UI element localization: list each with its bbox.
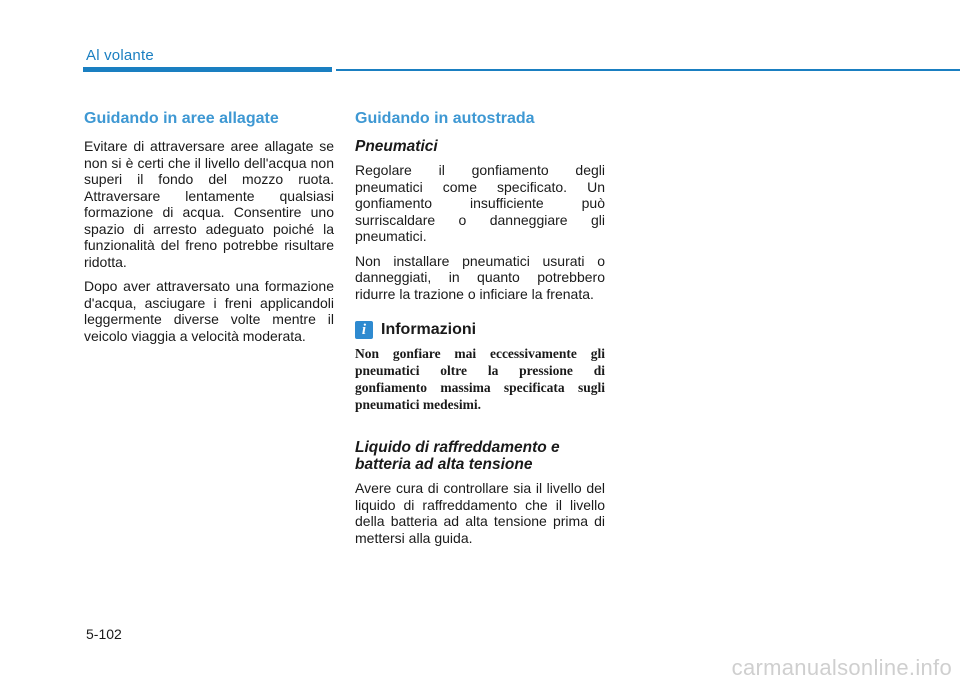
tires-subheading: Pneumatici xyxy=(355,138,438,155)
info-text: Non gonfiare mai eccessivamente gli pneumatici oltre la pressione di gonfiamento massima specificata sugli pneumatici medesimi. xyxy=(355,346,605,412)
flooded-areas-heading: Guidando in aree allagate xyxy=(84,110,279,127)
page-number: 5-102 xyxy=(86,626,122,642)
coolant-subheading xyxy=(355,439,605,473)
highway-heading: Guidando in autostrada xyxy=(355,110,535,127)
header-rule-thick xyxy=(83,67,332,72)
flooded-areas-paragraph-2: Dopo aver attraversato una formazione d'acqua, asciugare i freni applicandoli leggermente diverse volte mentre il veicolo viaggia a velocità moderata. xyxy=(84,278,334,344)
left-column xyxy=(84,110,334,352)
flooded-areas-paragraph-1: Evitare di attraversare aree allagate se non si è certi che il livello dell'acqua non superi il fondo del mozzo ruota. Attraversare lentamente qualsiasi formazione di acqua. Consentire uno spazio di arresto adeguato poiché la funzionalità del freno potrebbe risultare ridotta. xyxy=(84,138,334,270)
tires-paragraph-2: Non installare pneumatici usurati o danneggiati, in quanto potrebbero ridurre la trazione o inficiare la frenata. xyxy=(355,252,605,302)
info-title: Informazioni xyxy=(381,321,477,338)
info-box-header xyxy=(355,321,605,339)
watermark: carmanualsonline.info xyxy=(731,655,952,680)
coolant-paragraph: Avere cura di controllare sia il livello del liquido di raffreddamento che il livello della batteria ad alta tensione prima di mettersi alla guida. xyxy=(355,480,605,546)
tires-paragraph-1: Regolare il gonfiamento degli pneumatici come specificato. Un gonfiamento insufficiente può surriscaldare o danneggiare gli pneumatici. xyxy=(355,162,605,244)
right-column xyxy=(355,110,605,554)
header-rule-thin xyxy=(336,69,960,71)
info-icon: i xyxy=(355,321,373,339)
coolant-subheading-line-2: batteria ad alta tensione xyxy=(355,456,533,473)
coolant-subheading-line-1: Liquido di raffreddamento e xyxy=(355,439,560,456)
section-label: Al volante xyxy=(86,47,154,64)
